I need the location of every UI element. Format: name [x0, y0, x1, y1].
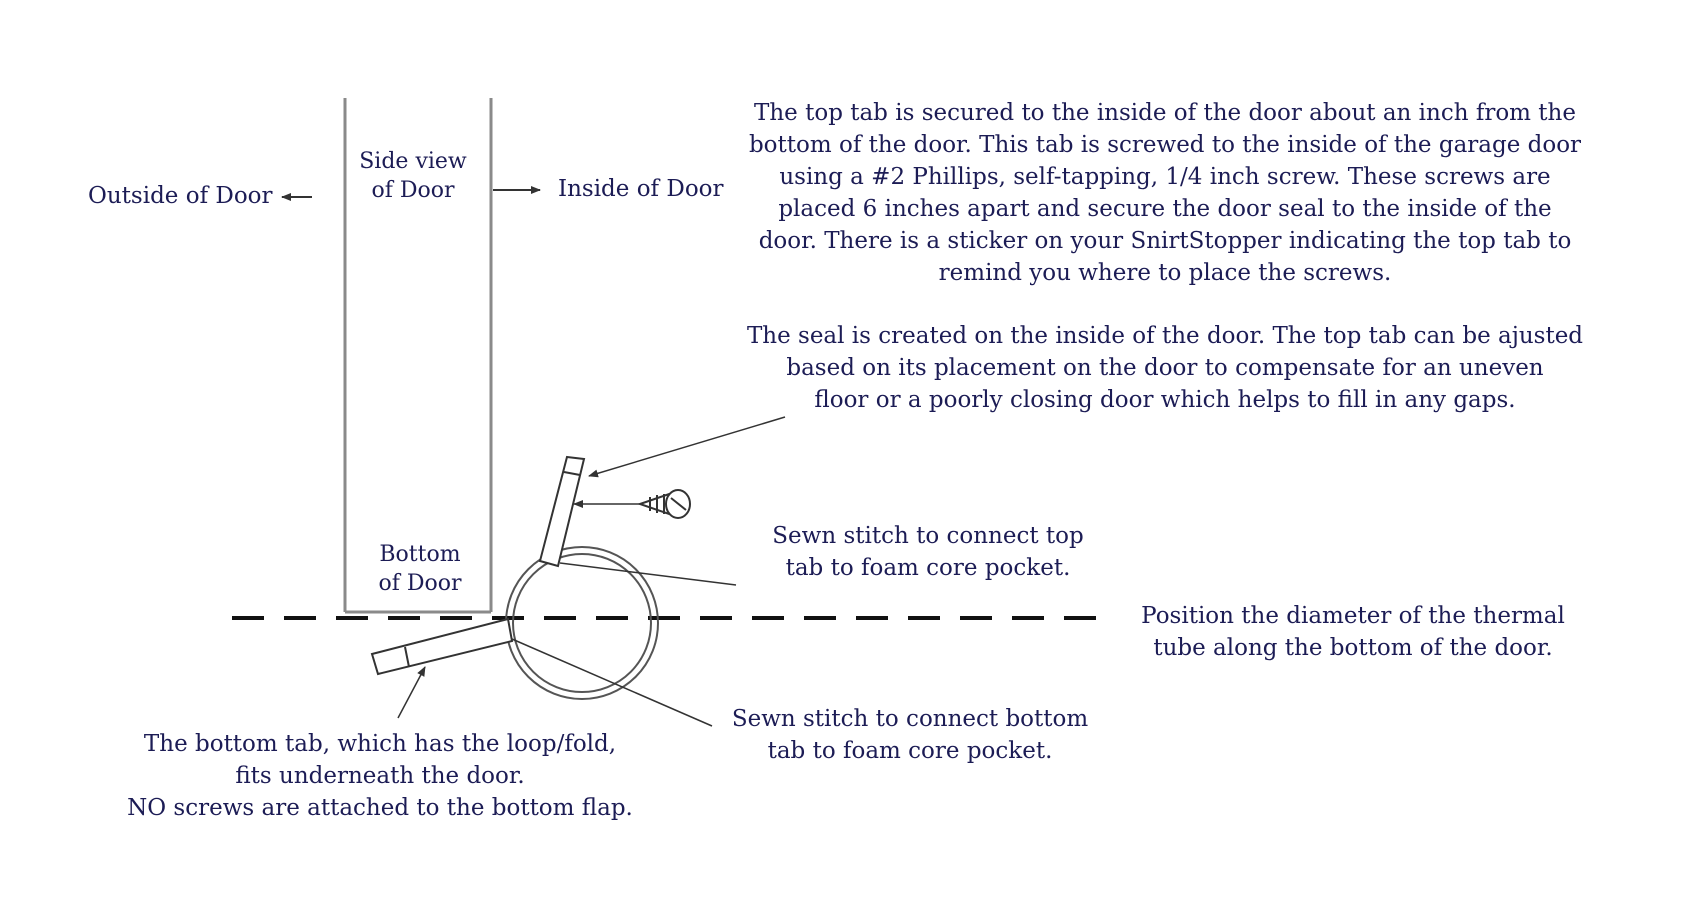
seal-description [745, 320, 1585, 416]
top-tab-description [745, 97, 1585, 289]
bottom-tab [372, 619, 512, 674]
screw-icon [640, 490, 690, 518]
side-view-line-1: Side view [359, 149, 467, 174]
bottom-stitch-line-1: Sewn stitch to connect bottom [731, 706, 1089, 732]
bottom-stitch-leader-line [512, 639, 712, 726]
position-diameter-label [1118, 600, 1588, 664]
thermal-tube [506, 547, 658, 699]
seal-line-1: The seal is created on the inside of the door. The top tab can be ajusted [746, 323, 1584, 349]
top-tab-line-6: remind you where to place the screws. [938, 260, 1392, 286]
bottom-stitch-line-2: tab to foam core pocket. [767, 738, 1053, 764]
bottom-tab-line-2: fits underneath the door. [235, 763, 525, 789]
bottom-of-door-label [360, 540, 480, 598]
bottom-tab-leader-arrow [398, 667, 425, 718]
seal-leader-arrow [589, 417, 785, 476]
top-stitch-label [748, 520, 1108, 584]
outside-of-door-label: Outside of Door [88, 183, 273, 209]
bottom-tab-description [120, 728, 640, 824]
bottom-tab-line-3: NO screws are attached to the bottom flap. [127, 795, 633, 821]
top-stitch-line-2: tab to foam core pocket. [785, 555, 1071, 581]
side-view-label [355, 147, 471, 205]
seal-line-2: based on its placement on the door to compensate for an uneven [786, 355, 1544, 381]
top-tab [540, 457, 584, 566]
position-diameter-line-2: tube along the bottom of the door. [1153, 635, 1553, 661]
top-stitch-leader-line [560, 563, 736, 585]
top-tab-line-1: The top tab is secured to the inside of the door about an inch from the [754, 100, 1576, 126]
seal-line-3: floor or a poorly closing door which helps to fill in any gaps. [814, 387, 1516, 413]
position-diameter-line-1: Position the diameter of the thermal [1141, 603, 1565, 629]
top-tab-line-4: placed 6 inches apart and secure the door seal to the inside of the [778, 196, 1552, 222]
side-view-line-2: of Door [371, 178, 455, 203]
bottom-tab-line-1: The bottom tab, which has the loop/fold, [143, 731, 617, 757]
bottom-stitch-label [720, 703, 1100, 767]
top-tab-line-5: door. There is a sticker on your SnirtStopper indicating the top tab to [758, 228, 1572, 254]
top-tab-line-2: bottom of the door. This tab is screwed to the inside of the garage door [748, 132, 1582, 158]
bottom-of-door-line-2: of Door [378, 571, 462, 596]
inside-of-door-label: Inside of Door [558, 176, 724, 202]
top-tab-line-3: using a #2 Phillips, self-tapping, 1/4 inch screw. These screws are [779, 164, 1551, 190]
bottom-of-door-line-1: Bottom [379, 542, 461, 567]
top-stitch-line-1: Sewn stitch to connect top [772, 523, 1084, 549]
